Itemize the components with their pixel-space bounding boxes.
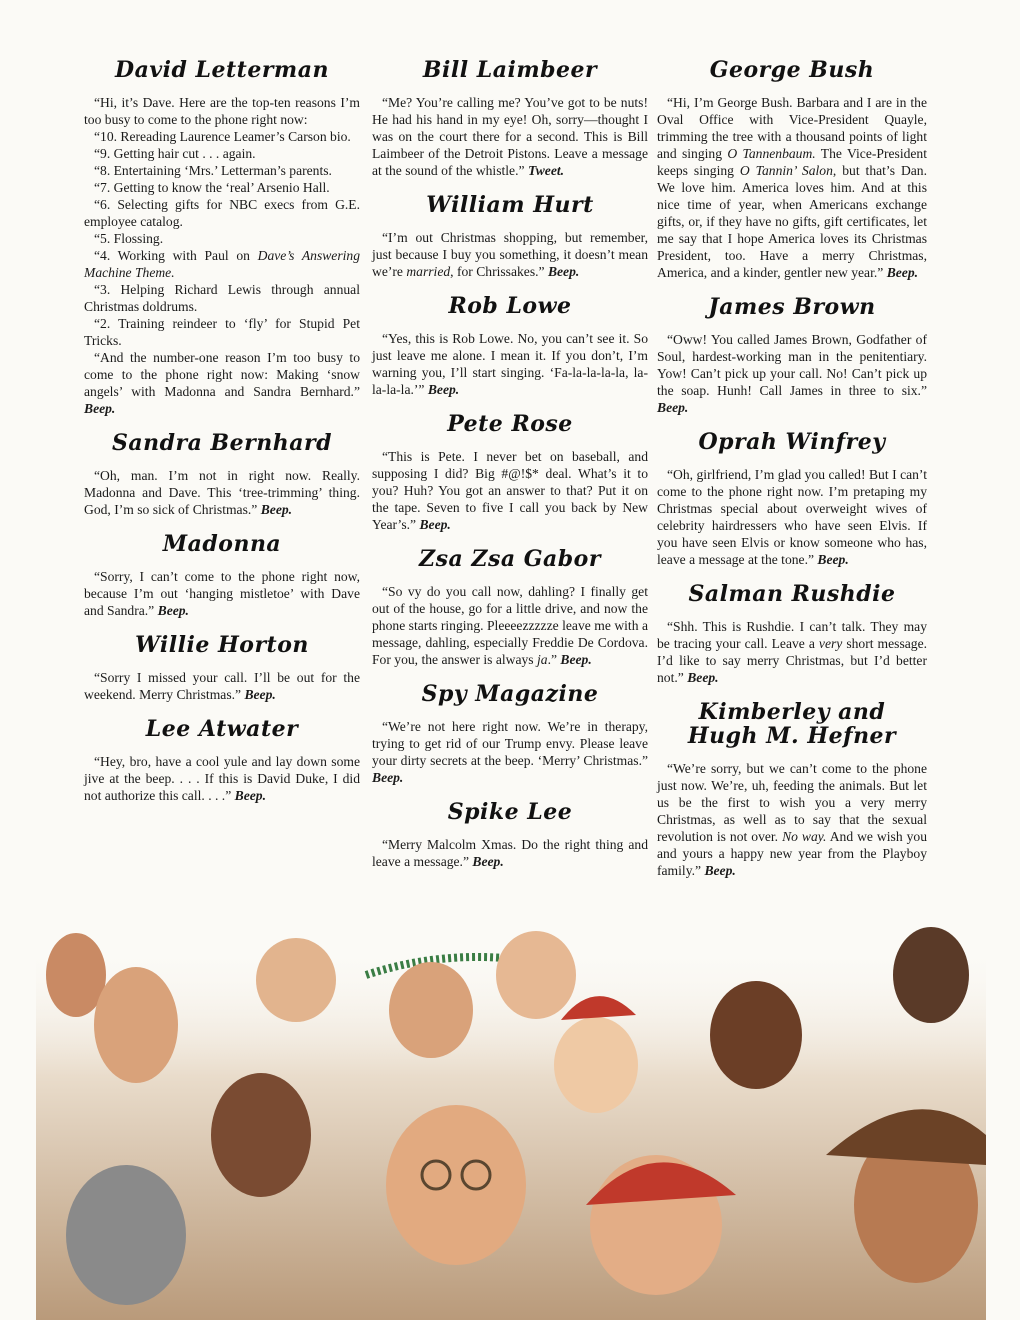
entry-title: Zsa Zsa Gabor	[419, 546, 601, 572]
text-run: The Vice-President keeps singing	[657, 146, 927, 178]
beep-signoff: Beep.	[244, 687, 276, 702]
beep-signoff: Beep.	[547, 264, 580, 279]
beep-signoff: Beep.	[472, 854, 504, 869]
text-run: “Oh, man. I’m not in right now. Really. Madonna and Dave. This ‘tree-trimming’ thing. God, I’m so sick of Christmas.”	[84, 468, 360, 517]
text-italic: very	[818, 636, 843, 651]
entry-text	[84, 467, 360, 518]
text-run: “Hey, bro, have a cool yule and lay down some jive at the beep. . . . If this is David Duke, I did not authorize this call. . . .”	[84, 754, 360, 803]
entry-text	[372, 330, 648, 398]
text-run: “I’m out Christmas shopping, but remember, just because I buy you something, it doesn’t mean we’re	[372, 230, 648, 279]
beep-signoff: Beep.	[427, 382, 460, 397]
entry-title: Madonna	[162, 531, 282, 557]
entry-title: Bill Laimbeer	[422, 57, 598, 83]
entry-title: Lee Atwater	[145, 716, 299, 742]
text-run: “Me? You’re calling me? You’ve got to be nuts! He had his hand in my eye! Oh, sorry—thought I was on the court there for a second. This is Bill Laimbeer of the Detroit Pistons. Leave a message at the sound of the whistle.”	[372, 95, 648, 178]
beep-signoff: Beep.	[560, 652, 592, 667]
entry-title: Pete Rose	[447, 411, 573, 437]
beep-signoff: Beep.	[657, 400, 689, 415]
beep-signoff: Tweet.	[527, 163, 565, 178]
text-run: “4. Working with Paul on	[94, 248, 258, 263]
entry-text	[372, 229, 648, 280]
entry-title: Sandra Bernhard	[112, 430, 332, 456]
entry-title: William Hurt	[426, 192, 594, 218]
entry-hefner	[657, 700, 927, 879]
entry-title: George Bush	[709, 57, 875, 83]
column-middle	[372, 58, 648, 884]
entry-spike	[372, 800, 648, 870]
face-shape	[256, 938, 336, 1022]
entry-title: Spike Lee	[447, 799, 573, 825]
entry-text	[84, 753, 360, 804]
text-run: “Oh, girlfriend, I’m glad you called! But I can’t come to the phone right now. I’m pretaping my Christmas special about overweight wives of celebrity hairdressers who have seen Elvis. If you have seen Elvis or know someone who has, leave a message at the tone.”	[657, 467, 927, 567]
text-run: “Merry Malcolm Xmas. Do the right thing and leave a message.”	[372, 837, 648, 869]
face-shape	[710, 981, 802, 1089]
entry-title: Oprah Winfrey	[698, 429, 886, 455]
entry-text: “3. Helping Richard Lewis through annual Christmas doldrums.	[84, 282, 360, 314]
entry-title: James Brown	[708, 294, 876, 320]
text-run: “We’re not here right now. We’re in therapy, trying to get rid of our Trump envy. Please leave your dirty secrets at the beep. ‘Merry’ Christmas.”	[372, 719, 648, 768]
text-italic: married	[406, 264, 451, 279]
entry-letterman	[84, 58, 360, 417]
entry-title: David Letterman	[115, 57, 329, 83]
entry-horton	[84, 633, 360, 703]
text-run: “Yes, this is Rob Lowe. No, you can’t see it. So just leave me alone. I mean it. If you don’t, I’m warning you, I’ll start singing. ‘Fa-la-la-la-la, la-la-la-la.’”	[372, 331, 648, 397]
text-run: And we wish you and yours a happy new year from the Playboy family.”	[657, 829, 927, 878]
text-run: “This is Pete. I never bet on baseball, and supposing I did? Big #@!$* deal. What’s it to you? Huh? You got an answer to that? Put it on the tape. Seven to five I call you back by New Year’s.”	[372, 449, 648, 532]
text-run: “Hi, I’m George Bush. Barbara and I are in the Oval Office with Vice-President Quayle, trimming the tree with a thousand points of light and singing	[657, 95, 927, 161]
text-run: , but that’s Dan. We love him. America loves him. And at this nice time of year, when Americans exchange gifts, or, if they have no gifts, gift certificates, let me say that I hope America loves its Christmas President, too. Have a merry Christmas, America, and a kinder, gentler new year.”	[657, 163, 927, 280]
text-italic: No way.	[782, 829, 827, 844]
column-right	[657, 58, 927, 893]
entry-title: Salman Rushdie	[688, 581, 896, 607]
entry-text	[372, 583, 648, 668]
entry-text	[84, 349, 360, 417]
text-run: “Oww! You called James Brown, Godfather of Soul, hardest-working man in the penitentiary. Yow! Can’t pick up your call. No! Can’t pick up the soap. Hunh! Call James in three to six.”	[657, 332, 927, 398]
text-run: “Shh. This is Rushdie. I can’t talk. They may be tracing your call. Leave a	[657, 619, 927, 651]
beep-signoff: Beep.	[84, 401, 116, 416]
entry-text: “Hi, it’s Dave. Here are the top-ten reasons I’m too busy to come to the phone right now:	[84, 95, 360, 127]
text-run: “We’re sorry, but we can’t come to the phone just now. We’re, uh, feeding the animals. But let us be the first to wish you a very merry Christmas, as well as to say that the sexual revolution is not over.	[657, 761, 927, 844]
entry-lowe	[372, 294, 648, 398]
beep-signoff: Beep.	[372, 770, 404, 785]
text-run: “Sorry, I can’t come to the phone right now, because I’m out ‘hanging mistletoe’ with Dave and Sandra.”	[84, 569, 360, 618]
entry-text: “7. Getting to know the ‘real’ Arsenio Hall.	[94, 180, 330, 195]
entry-gabor	[372, 547, 648, 668]
entry-text	[657, 94, 927, 281]
entry-text: “2. Training reindeer to ‘fly’ for Stupid Pet Tricks.	[84, 316, 360, 348]
entry-text: “6. Selecting gifts for NBC execs from G.E. employee catalog.	[84, 197, 360, 229]
entry-title	[657, 700, 927, 748]
entry-title: Rob Lowe	[448, 293, 572, 319]
text-run: , for Chrissakes.”	[450, 264, 545, 279]
entry-text	[372, 94, 648, 179]
entry-spy	[372, 682, 648, 786]
entry-title-line: Kimberley and	[698, 699, 886, 725]
text-run: short message. I’d like to say merry Christmas, but I’d better not.”	[657, 636, 928, 685]
entry-text	[657, 618, 927, 686]
text-italic: O Tannenbaum.	[727, 146, 816, 161]
face-shape	[554, 1017, 638, 1113]
entry-oprah	[657, 430, 927, 568]
beep-signoff: Beep.	[817, 552, 849, 567]
entry-text	[657, 466, 927, 568]
beep-signoff: Beep.	[687, 670, 719, 685]
entry-text	[84, 247, 360, 281]
face-shape	[94, 967, 178, 1083]
entry-text	[84, 669, 360, 703]
entry-text	[657, 331, 927, 416]
entry-bernhard	[84, 431, 360, 518]
text-italic: ja	[536, 652, 548, 667]
beep-signoff: Beep.	[886, 265, 919, 280]
text-italic: O Tannin’ Salon	[739, 163, 833, 178]
face-shape	[893, 927, 969, 1023]
entry-title-line: Hugh M. Hefner	[687, 723, 897, 749]
entry-laimbeer	[372, 58, 648, 179]
column-left	[84, 58, 360, 818]
entry-bush	[657, 58, 927, 281]
entry-atwater	[84, 717, 360, 804]
entry-text	[372, 448, 648, 533]
entry-title: Willie Horton	[135, 632, 309, 658]
caricature-crowd-illustration	[36, 905, 986, 1320]
entry-title: Spy Magazine	[421, 681, 599, 707]
entry-hurt	[372, 193, 648, 280]
striped-shirt-shape	[66, 1165, 186, 1305]
text-italic: Dave’s Answering Machine Theme.	[84, 248, 360, 280]
entry-text: “10. Rereading Laurence Leamer’s Carson bio.	[94, 129, 351, 144]
entry-brown	[657, 295, 927, 416]
entry-text	[372, 836, 648, 870]
beep-signoff: Beep.	[419, 517, 451, 532]
text-run: “And the number-one reason I’m too busy to come to the phone right now: Making ‘snow angels’ with Madonna and Sandra Bernhard.”	[84, 350, 360, 399]
entry-text: “5. Flossing.	[94, 231, 164, 246]
text-run: “Sorry I missed your call. I’ll be out for the weekend. Merry Christmas.”	[84, 670, 360, 702]
text-run: .”	[547, 652, 557, 667]
entry-text	[84, 568, 360, 619]
beep-signoff: Beep.	[157, 603, 189, 618]
beep-signoff: Beep.	[260, 502, 293, 517]
entry-text	[372, 718, 648, 786]
text-run: “So vy do you call now, dahling? I finally get out of the house, go for a little drive, and now the phone starts ringing. Pleeeezzzzze leave me with a message, dahling, especially Freddie De Cordova. For you, the answer is always	[372, 584, 648, 667]
entry-madonna	[84, 532, 360, 619]
face-shape	[389, 962, 473, 1058]
beep-signoff: Beep.	[234, 788, 266, 803]
face-shape	[496, 931, 576, 1019]
entry-text	[657, 760, 927, 879]
face-shape	[211, 1073, 311, 1197]
entry-rose	[372, 412, 648, 533]
entry-text: “8. Entertaining ‘Mrs.’ Letterman’s parents.	[94, 163, 332, 178]
beep-signoff: Beep.	[704, 863, 736, 878]
entry-text: “9. Getting hair cut . . . again.	[94, 146, 256, 161]
face-shape	[386, 1105, 526, 1265]
entry-rushdie	[657, 582, 927, 686]
